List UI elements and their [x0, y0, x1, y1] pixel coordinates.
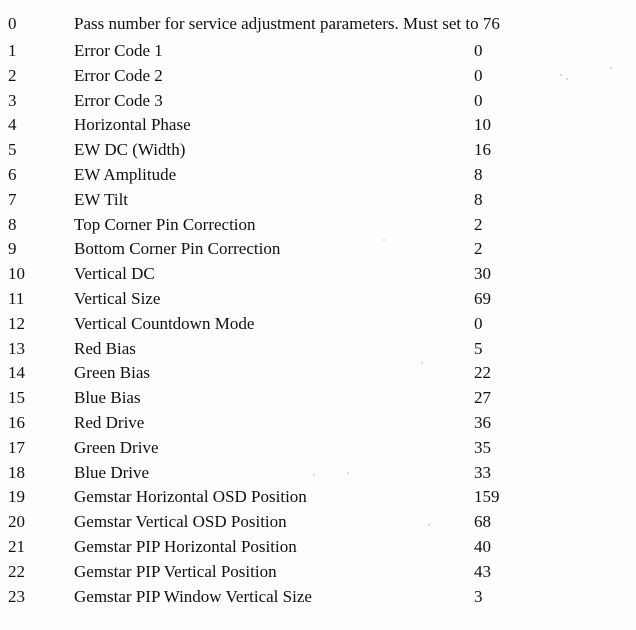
parameter-value: 0 [474, 41, 483, 60]
parameter-value: 2 [474, 214, 483, 234]
parameter-label: Top Corner Pin Correction [74, 214, 256, 234]
table-row [0, 585, 636, 610]
row-number: 3 [8, 90, 17, 110]
parameter-label: Red Drive [74, 412, 145, 432]
parameter-label: EW DC (Width) [74, 140, 186, 160]
parameter-value: 68 [474, 512, 491, 532]
row-number: 12 [8, 313, 25, 333]
scan-speck [313, 474, 315, 476]
parameter-label: Gemstar PIP Horizontal Position [74, 536, 297, 556]
table-row [0, 436, 636, 461]
table-row [0, 39, 636, 64]
parameter-label: Gemstar Horizontal OSD Position [74, 487, 307, 507]
row-number: 18 [8, 462, 25, 482]
parameter-label: Bottom Corner Pin Correction [74, 239, 281, 259]
parameter-value: 35 [474, 437, 491, 457]
table-row [0, 89, 636, 114]
parameter-label: Blue Drive [74, 462, 150, 482]
row-number: 9 [8, 239, 17, 259]
table-row [0, 113, 636, 138]
table-row [0, 485, 636, 510]
table-row [0, 163, 636, 188]
header-row-number: 0 [8, 14, 17, 33]
parameter-value: 27 [474, 388, 491, 408]
table-row [0, 411, 636, 436]
parameter-label: Vertical DC [74, 264, 155, 284]
header-row-text: Pass number for service adjustment parameters. Must set to 76 [74, 14, 500, 33]
parameter-label: Error Code 3 [74, 90, 163, 110]
table-row [0, 312, 636, 337]
header-row [8, 14, 500, 39]
parameter-label: Gemstar PIP Vertical Position [74, 561, 277, 581]
parameter-value: 30 [474, 264, 491, 284]
row-number: 11 [8, 288, 25, 308]
row-number: 8 [8, 214, 17, 234]
parameter-table [0, 39, 636, 609]
parameter-value: 8 [474, 164, 483, 184]
table-row [0, 535, 636, 560]
parameter-value: 22 [474, 363, 491, 383]
table-row [0, 237, 636, 262]
row-number: 2 [8, 65, 17, 85]
parameter-label: Gemstar PIP Window Vertical Size [74, 586, 312, 606]
parameter-value: 0 [474, 65, 483, 85]
parameter-value: 3 [474, 586, 483, 606]
parameter-label: Horizontal Phase [74, 115, 191, 135]
table-row [0, 560, 636, 585]
scan-speck [421, 362, 423, 364]
row-number: 14 [8, 363, 25, 383]
row-number: 20 [8, 512, 25, 532]
parameter-label: Green Bias [74, 363, 151, 383]
row-number: 15 [8, 388, 25, 408]
parameter-value: 5 [474, 338, 483, 358]
parameter-label: Vertical Countdown Mode [74, 313, 255, 333]
table-row [0, 64, 636, 89]
table-row [0, 510, 636, 535]
scan-speck [383, 239, 385, 241]
scan-speck [560, 74, 562, 76]
parameter-value: 33 [474, 462, 491, 482]
parameter-label: EW Amplitude [74, 164, 177, 184]
table-row [0, 386, 636, 411]
row-number: 23 [8, 586, 25, 606]
parameter-label: Vertical Size [74, 288, 161, 308]
parameter-label: Green Drive [74, 437, 159, 457]
row-number: 19 [8, 487, 25, 507]
table-row [0, 138, 636, 163]
row-number: 21 [8, 536, 25, 556]
parameter-value: 16 [474, 140, 491, 160]
table-row [0, 461, 636, 486]
row-number: 17 [8, 437, 25, 457]
table-row [0, 337, 636, 362]
row-number: 5 [8, 140, 17, 160]
parameter-value: 43 [474, 561, 491, 581]
parameter-value: 40 [474, 536, 491, 556]
parameter-label: Red Bias [74, 338, 136, 358]
parameter-label: Gemstar Vertical OSD Position [74, 512, 287, 532]
table-row [0, 262, 636, 287]
table-row [0, 188, 636, 213]
row-number: 16 [8, 412, 25, 432]
parameter-value: 36 [474, 412, 491, 432]
parameter-value: 8 [474, 189, 483, 209]
row-number: 7 [8, 189, 17, 209]
scan-speck [347, 472, 349, 474]
row-number: 13 [8, 338, 25, 358]
parameter-value: 69 [474, 288, 491, 308]
row-number: 4 [8, 115, 17, 135]
parameter-value: 0 [474, 90, 483, 110]
row-number: 10 [8, 264, 25, 284]
scan-speck [610, 67, 612, 69]
parameter-value: 10 [474, 115, 491, 135]
row-number: 1 [8, 41, 17, 60]
table-row [0, 361, 636, 386]
parameter-label: Blue Bias [74, 388, 141, 408]
parameter-label: Error Code 1 [74, 41, 163, 60]
table-row [0, 213, 636, 238]
scan-speck [566, 78, 568, 80]
table-row [0, 287, 636, 312]
parameter-value: 2 [474, 239, 483, 259]
scan-speck [428, 524, 430, 526]
row-number: 6 [8, 164, 17, 184]
parameter-label: EW Tilt [74, 189, 129, 209]
parameter-label: Error Code 2 [74, 65, 163, 85]
parameter-value: 159 [474, 487, 500, 507]
row-number: 22 [8, 561, 25, 581]
parameter-value: 0 [474, 313, 483, 333]
